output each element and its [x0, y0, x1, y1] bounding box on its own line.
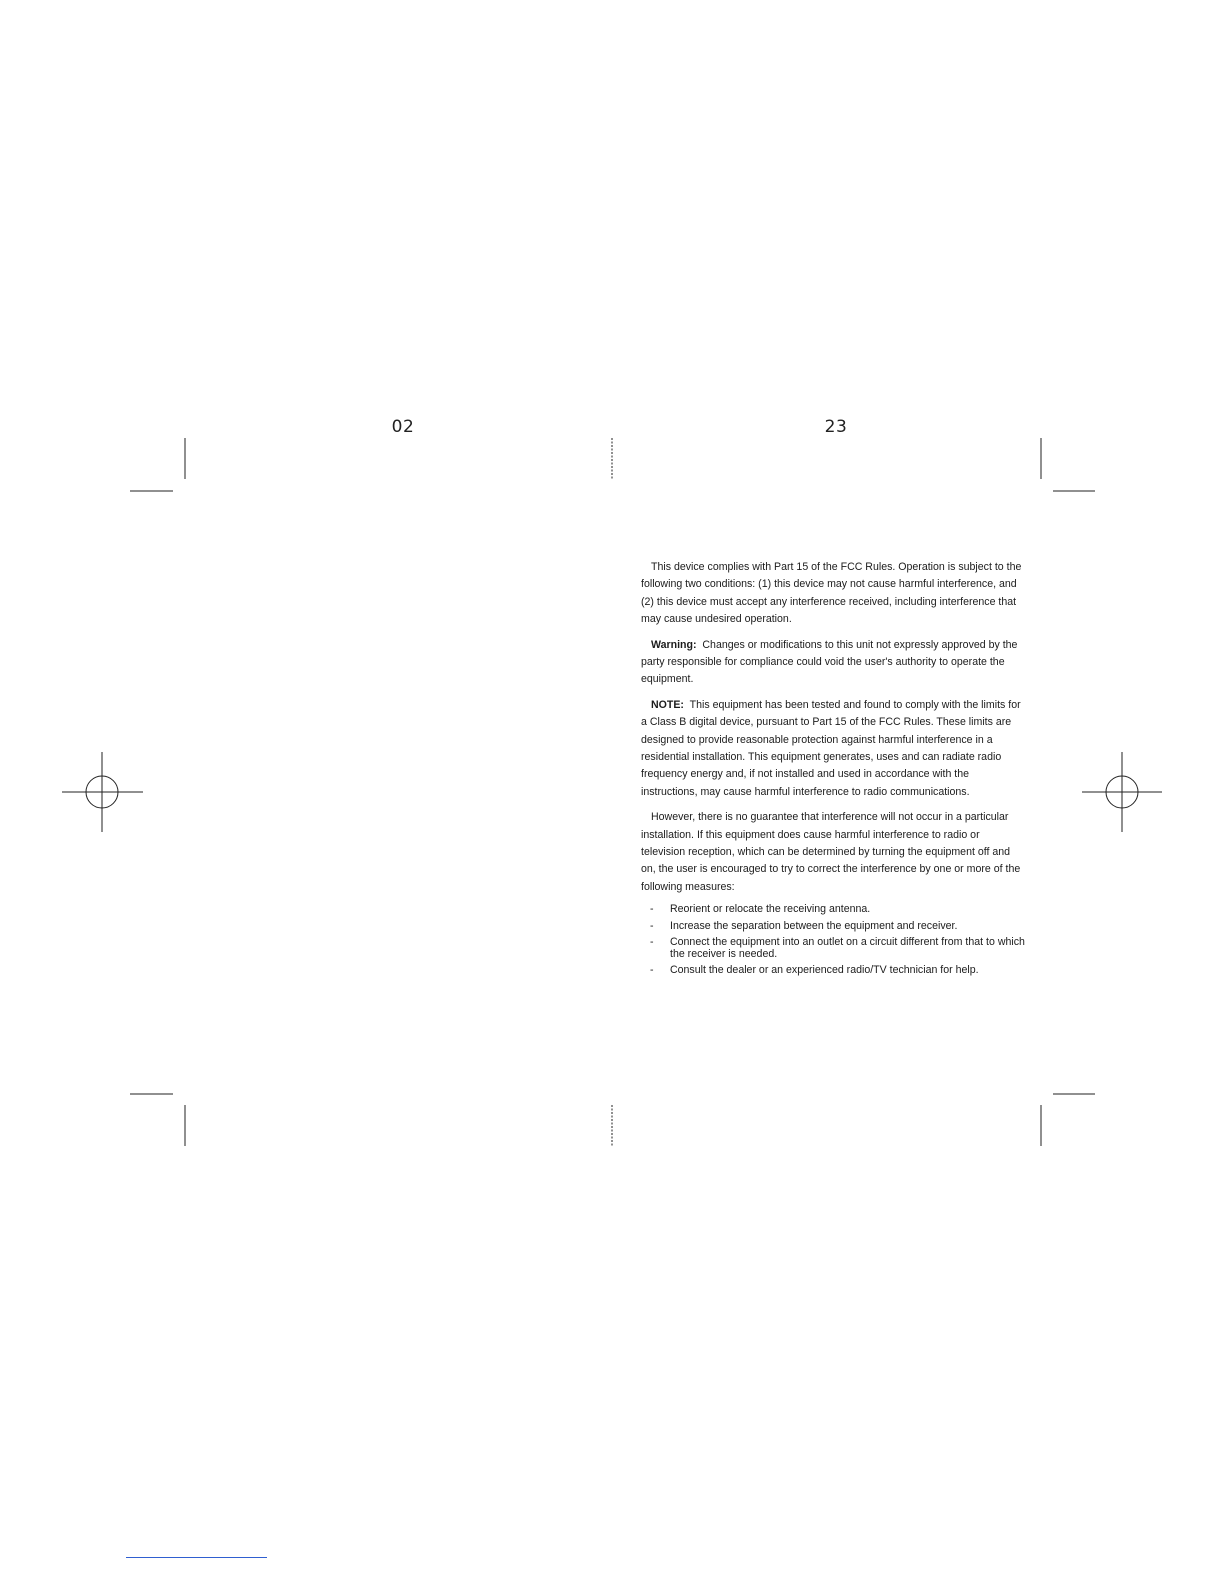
bullet-dash: -: [650, 903, 654, 916]
list-item: - Increase the separation between the equipment and receiver.: [650, 919, 958, 932]
warning-text: Changes or modifications to this unit not expressly approved by the party responsible for compliance could void the user's authority to operate the equipment.: [641, 638, 1018, 686]
fcc-statement: [641, 559, 1025, 982]
page-number-right: 23: [824, 417, 848, 437]
list-item: - Connect the equipment into an outlet on a circuit different from that to which the receiver is needed.: [650, 936, 1025, 960]
bullet-dash: -: [650, 936, 654, 949]
note-paragraph: [641, 697, 1025, 801]
warning-paragraph: [641, 637, 1025, 689]
bullet-dash: -: [650, 919, 654, 932]
fcc-compliance-paragraph: This device complies with Part 15 of the FCC Rules. Operation is subject to the following two conditions: (1) this device may not cause harmful interference, and (2) this device must accept any interference received, including interference that may cause undesired operation.: [641, 561, 1022, 625]
list-item: - Consult the dealer or an experienced radio/TV technician for help.: [650, 964, 979, 977]
measures-list: [641, 904, 1025, 977]
list-item: - Reorient or relocate the receiving antenna.: [650, 903, 871, 916]
note-text: This equipment has been tested and found to comply with the limits for a Class B digital device, pursuant to Part 15 of the FCC Rules. These limits are designed to provide reasonable protection against harmful interference in a residential installation. This equipment generates, uses and can radiate radio frequency energy and, if not installed and used in accordance with the instructions, may cause harmful interference to radio communications.: [641, 699, 1021, 798]
bullet-dash: -: [650, 964, 654, 977]
interference-paragraph: However, there is no guarantee that interference will not occur in a particular installation. If this equipment does cause harmful interference to radio or television reception, which can be determined by turning the equipment off and on, the user is encouraged to try to correct the interference by one or more of the following measures:: [641, 811, 1021, 893]
registration-mark-left: [62, 752, 143, 832]
footer-link-underline[interactable]: [126, 1557, 267, 1558]
page-number-left: 02: [391, 417, 415, 437]
note-label: NOTE:: [651, 699, 684, 712]
warning-label: Warning:: [651, 638, 697, 651]
registration-mark-right: [1082, 752, 1162, 832]
